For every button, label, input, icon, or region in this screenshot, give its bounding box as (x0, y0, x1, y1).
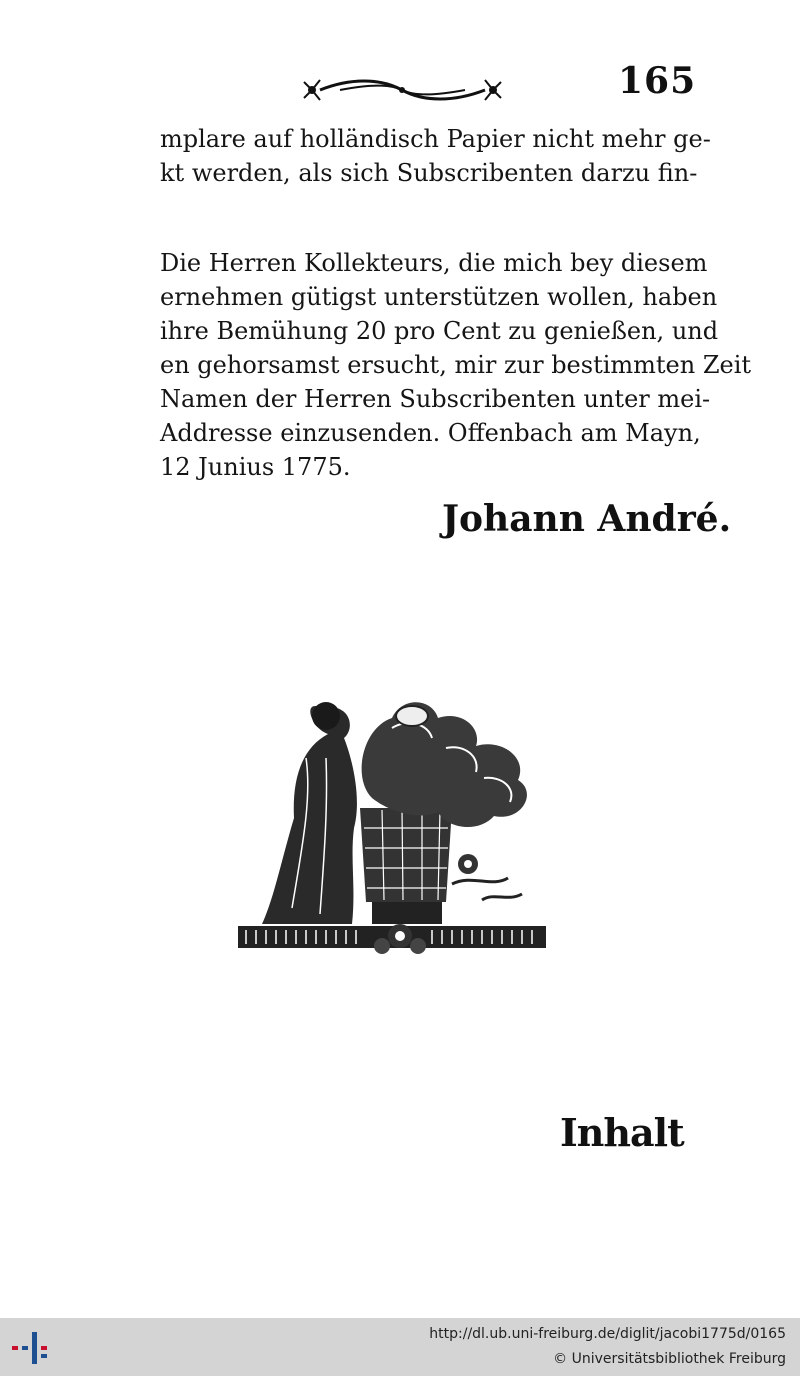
footer-bar (0, 1318, 800, 1376)
text-line: Namen der Herren Subscribenten unter mei- (160, 385, 711, 413)
page-number: 165 (618, 60, 697, 102)
copyright-notice: © Universitätsbibliothek Freiburg (553, 1351, 786, 1367)
signature: Johann André. (442, 498, 732, 540)
text-line: 12 Junius 1775. (160, 453, 351, 481)
text-line: Addresse einzusenden. Offenbach am Mayn, (160, 419, 701, 447)
ornamental-rule-icon (300, 70, 505, 110)
text-line: Die Herren Kollekteurs, die mich bey diesem (160, 249, 708, 277)
text-line: ihre Bemühung 20 pro Cent zu genießen, und (160, 317, 719, 345)
text-line: en gehorsamst ersucht, mir zur bestimmten Zeit (160, 351, 752, 379)
catchword: Inhalt (560, 1110, 684, 1155)
text-line: ernehmen gütigst unterstützen wollen, haben (160, 283, 718, 311)
text-line: mplare auf holländisch Papier nicht mehr ge- (160, 125, 711, 153)
text-line: kt werden, als sich Subscribenten darzu fin- (160, 159, 698, 187)
library-logo-icon (10, 1330, 50, 1366)
source-url-link[interactable]: http://dl.ub.uni-freiburg.de/diglit/jacobi1775d/0165 (429, 1326, 786, 1342)
woodcut-vignette-icon (232, 688, 552, 973)
